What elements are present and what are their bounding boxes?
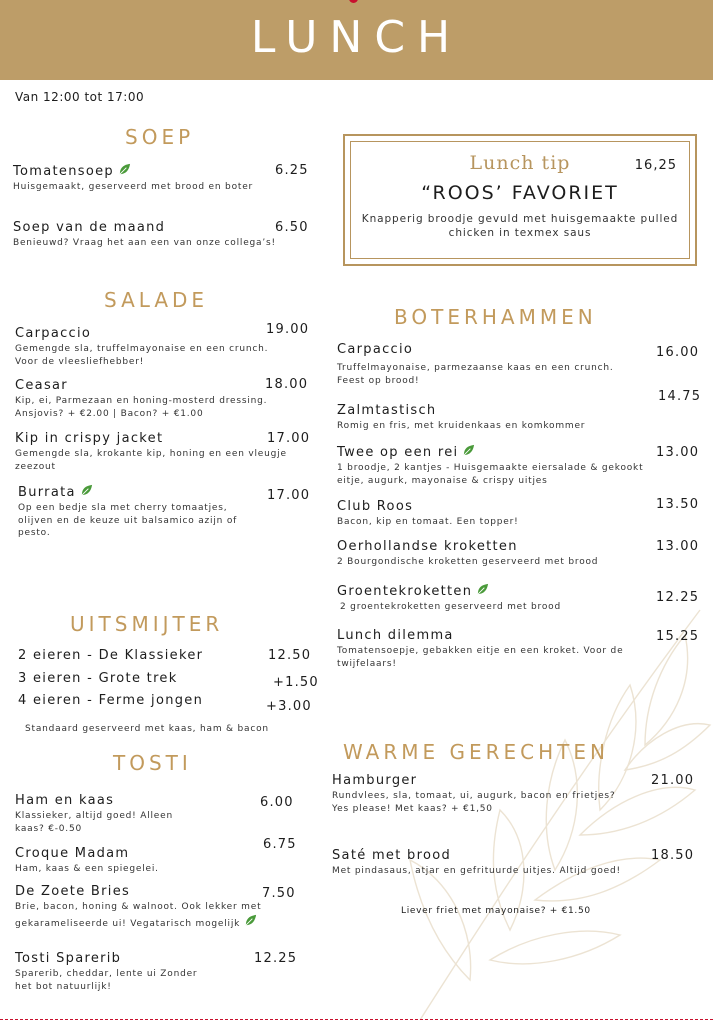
- lunch-tip-title: Lunch tip: [469, 152, 571, 174]
- item-price: 14.75: [658, 389, 702, 404]
- item-price: 7.50: [262, 886, 296, 901]
- item-price: 6.50: [275, 220, 309, 235]
- item-description: 2 Bourgondische kroketten geserveerd met brood: [337, 557, 599, 567]
- item-name: Club Roos: [337, 499, 414, 514]
- section-title-uitsmijter: UITSMIJTER: [70, 612, 224, 636]
- item-name: De Zoete Bries: [15, 884, 131, 899]
- leaf-icon: [462, 444, 475, 457]
- menu-item: [337, 539, 677, 569]
- item-price: 18.00: [265, 377, 309, 392]
- item-name: Ceasar: [15, 378, 68, 393]
- item-name: 2 eieren - De Klassieker: [18, 648, 204, 663]
- page-title: LUNCH: [250, 12, 463, 63]
- item-description: Brie, bacon, honing & walnoot. Ook lekker met gekarameliseerde ui! Vegatarisch mogelijk: [15, 902, 262, 929]
- item-description: Romig en fris, met kruidenkaas en komkommer: [337, 421, 586, 431]
- leaf-icon: [80, 484, 93, 497]
- menu-item: [337, 403, 697, 433]
- item-description: Tomatensoepje, gebakken eitje en een kroket. Voor de twijfelaars!: [337, 646, 624, 669]
- item-name: Twee op een rei: [337, 445, 459, 460]
- section-title-salade: SALADE: [104, 288, 209, 312]
- menu-item: [332, 773, 662, 815]
- item-price: 19.00: [266, 322, 310, 337]
- item-description: Klassieker, altijd goed! Alleen kaas? €-0.50: [15, 811, 173, 834]
- lunch-tip-price: 16,25: [634, 158, 677, 173]
- menu-item: [15, 431, 305, 473]
- menu-item: [15, 793, 255, 835]
- menu-item: [15, 951, 205, 993]
- item-price: 6.00: [260, 795, 294, 810]
- item-price: 12.25: [656, 590, 700, 605]
- section-title-soep: SOEP: [125, 125, 195, 149]
- item-description: Truffelmayonaise, parmezaanse kaas en een crunch. Feest op brood!: [337, 363, 614, 386]
- lunch-tip-description: Knapperig broodje gevuld met huisgemaakte pulled chicken in texmex saus: [361, 213, 679, 239]
- menu-item: [15, 326, 290, 368]
- uitsmijter-note: Standaard geserveerd met kaas, ham & bacon: [25, 724, 269, 734]
- item-name: Hamburger: [332, 773, 418, 788]
- section-title-warme-gerechten: WARME GERECHTEN: [343, 740, 609, 764]
- item-name: Lunch dilemma: [337, 628, 454, 643]
- bottom-dashed-divider: [0, 1019, 713, 1020]
- item-description: Op een bedje sla met cherry tomaatjes, olijven en de keuze uit balsamico azijn of pesto.: [18, 503, 238, 538]
- item-name: Groentekroketten: [337, 584, 473, 599]
- menu-item: [337, 628, 682, 670]
- item-name: Saté met brood: [332, 848, 452, 863]
- item-name: 3 eieren - Grote trek: [18, 671, 178, 686]
- item-description: Rundvlees, sla, tomaat, ui, augurk, bacon en frietjes? Yes please! Met kaas? + €1,50: [332, 791, 616, 814]
- item-description: Ham, kaas & een spiegelei.: [15, 864, 159, 874]
- item-name: Croque Madam: [15, 846, 130, 861]
- lunch-tip-box: [343, 134, 697, 266]
- item-price: 16.00: [656, 345, 700, 360]
- friet-note: Liever friet met mayonaise? + €1.50: [401, 906, 591, 916]
- leaf-icon: [118, 163, 131, 176]
- item-price: +3.00: [266, 699, 312, 714]
- leaf-icon: [244, 914, 257, 927]
- opening-hours: Van 12:00 tot 17:00: [15, 90, 145, 104]
- item-description: Huisgemaakt, geserveerd met brood en boter: [13, 182, 254, 192]
- item-description: Bacon, kip en tomaat. Een topper!: [337, 517, 519, 527]
- item-price: 21.00: [651, 773, 695, 788]
- item-price: 13.50: [656, 497, 700, 512]
- item-description: 1 broodje, 2 kantjes - Huisgemaakte eiersalade & gekookt eitje, augurk, mayonaise & crispy uitjes: [337, 463, 644, 486]
- item-name: Zalmtastisch: [337, 403, 437, 418]
- item-name: Tosti Sparerib: [15, 951, 122, 966]
- menu-item: [15, 846, 255, 876]
- menu-item: [15, 378, 290, 420]
- item-price: 6.25: [275, 163, 309, 178]
- section-title-tosti: TOSTI: [113, 751, 192, 775]
- item-description: Kip, ei, Parmezaan en honing-mosterd dressing. Ansjovis? + €2.00 | Bacon? + €1.00: [15, 396, 268, 419]
- menu-item: [13, 220, 283, 250]
- item-name: Kip in crispy jacket: [15, 431, 164, 446]
- item-price: 12.25: [254, 951, 298, 966]
- item-price: 13.00: [656, 445, 700, 460]
- item-price: 12.50: [268, 648, 312, 663]
- item-description: Gemengde sla, krokante kip, honing en een vleugje zeezout: [15, 449, 287, 472]
- item-name: Ham en kaas: [15, 793, 115, 808]
- item-name: 4 eieren - Ferme jongen: [18, 693, 204, 708]
- section-title-boterhammen: BOTERHAMMEN: [394, 305, 597, 329]
- item-description: Benieuwd? Vraag het aan een van onze collega’s!: [13, 238, 276, 248]
- menu-item: [337, 499, 647, 529]
- item-price: 15.25: [656, 629, 700, 644]
- item-name: Carpaccio: [337, 342, 414, 357]
- menu-item: [13, 163, 278, 194]
- menu-item: [332, 848, 622, 878]
- item-name: Carpaccio: [15, 326, 92, 341]
- item-description: Sparerib, cheddar, lente ui Zonder het bot natuurlijk!: [15, 969, 198, 992]
- item-name: Oerhollandse kroketten: [337, 539, 518, 554]
- item-price: +1.50: [273, 675, 319, 690]
- item-description: 2 groentekroketten geserveerd met brood: [340, 602, 561, 612]
- item-price: 17.00: [267, 488, 311, 503]
- item-price: 17.00: [267, 431, 311, 446]
- item-description: Met pindasaus, atjar en gefrituurde uitjes. Altijd goed!: [332, 866, 621, 876]
- lunch-tip-name: “ROOS’ FAVORIET: [421, 182, 619, 204]
- item-name: Burrata: [18, 485, 76, 500]
- item-price: 6.75: [263, 837, 297, 852]
- red-dot-ornament: [349, 0, 358, 3]
- item-description: Gemengde sla, truffelmayonaise en een crunch. Voor de vleesliefhebber!: [15, 344, 269, 367]
- menu-item: [15, 884, 275, 930]
- menu-item: [337, 342, 642, 387]
- item-name: Tomatensoep: [13, 164, 114, 179]
- leaf-icon: [476, 583, 489, 596]
- menu-item: [337, 583, 657, 614]
- menu-item: [337, 444, 657, 487]
- header-banner: [0, 0, 713, 80]
- item-price: 18.50: [651, 848, 695, 863]
- item-price: 13.00: [656, 539, 700, 554]
- item-name: Soep van de maand: [13, 220, 166, 235]
- menu-item: [18, 484, 258, 540]
